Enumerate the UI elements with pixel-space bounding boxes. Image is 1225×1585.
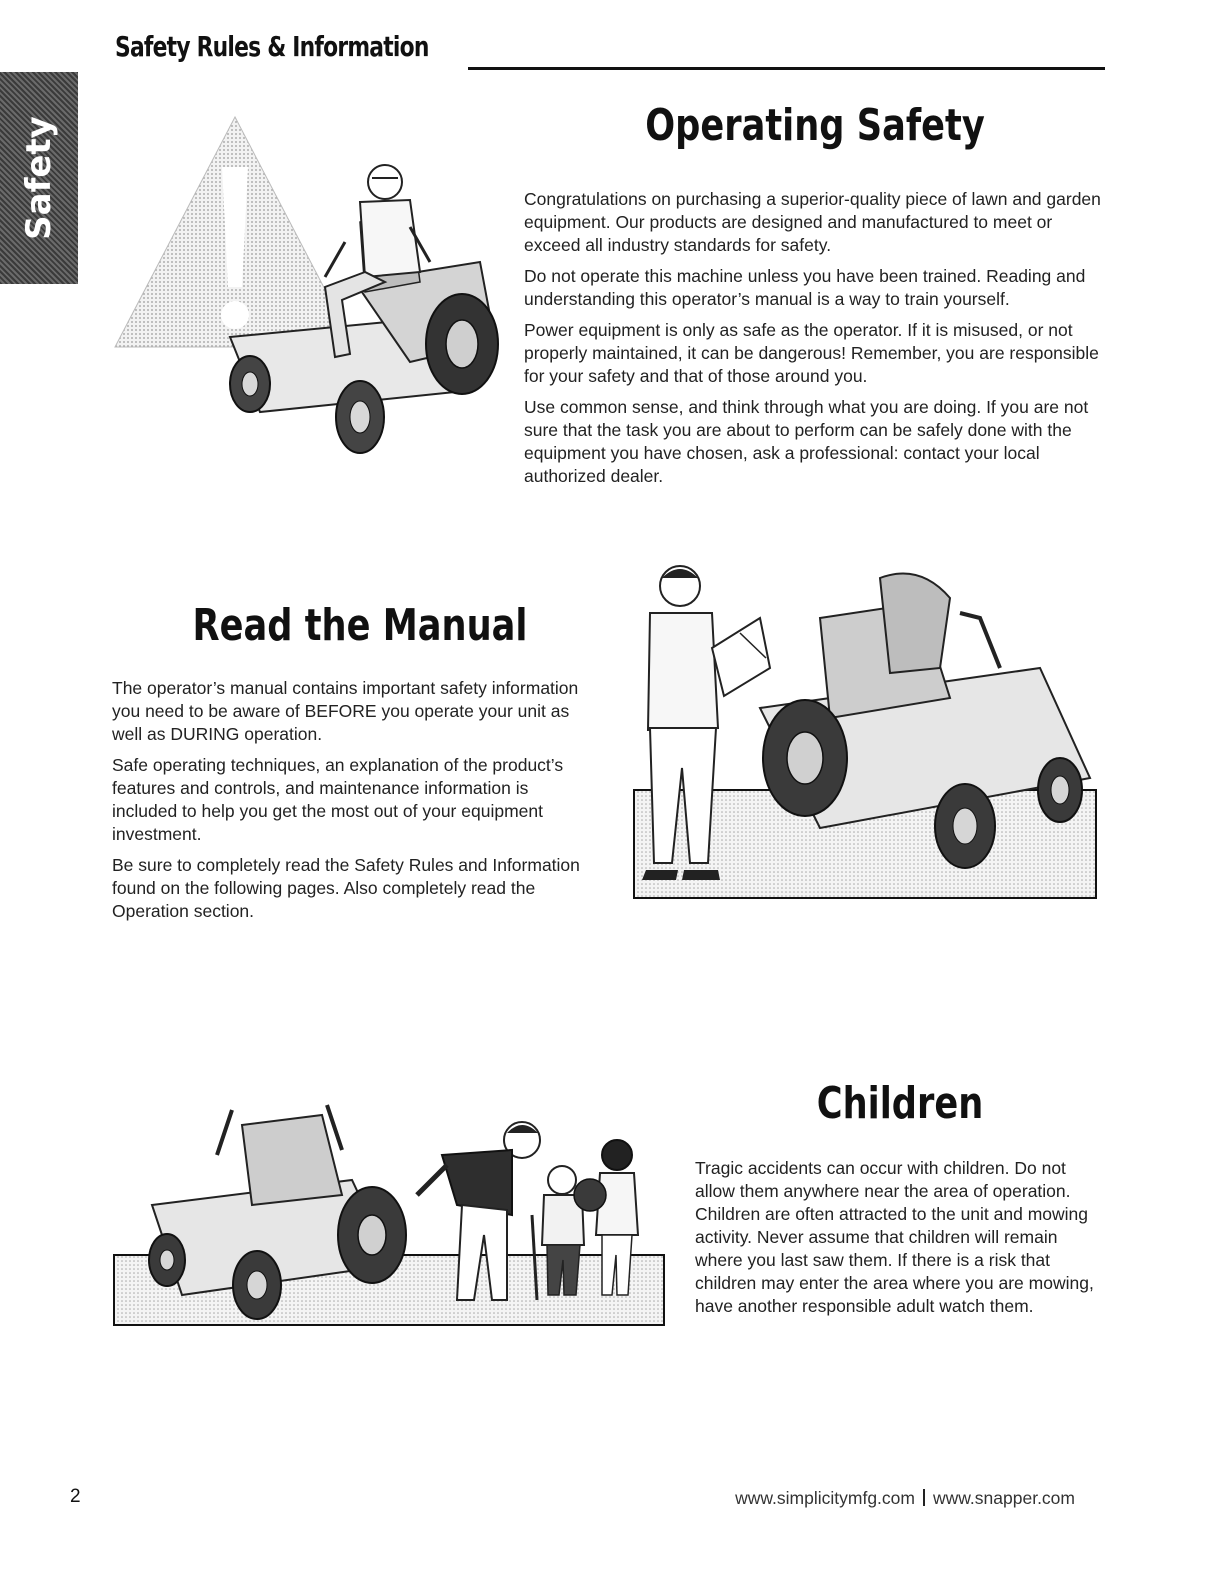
children-paragraph-1: Tragic accidents can occur with children. Do not allow them anywhere near the area of operation. Children are often attracted to the unit and mowing activity. Never assume that children will remain where you last saw them. If there is a risk that children may enter the area where you are mowing, have another responsible adult watch them. (695, 1158, 1094, 1316)
footer-separator (923, 1489, 925, 1506)
operating-safety-paragraph-4: Use common sense, and think through what you are doing. If you are not sure that the task you are about to perform can be safely done with the equipment you have chosen, ask a professional: contact your local authorized dealer. (524, 397, 1089, 486)
page-header-title: Safety Rules & Information (115, 30, 429, 63)
adult-with-children-illustration (112, 1095, 667, 1330)
footer-url-simplicity[interactable]: www.simplicitymfg.com (735, 1488, 915, 1508)
warning-triangle-mower-illustration (110, 112, 510, 462)
side-section-tab (0, 72, 78, 284)
operating-safety-heading: Operating Safety (645, 100, 985, 151)
side-tab-label: Safety (19, 116, 59, 240)
footer-urls (735, 1488, 1075, 1509)
children-heading: Children (816, 1078, 984, 1129)
children-text (695, 1157, 1095, 1326)
read-manual-heading: Read the Manual (192, 600, 528, 651)
operating-safety-paragraph-2: Do not operate this machine unless you have been trained. Reading and understanding this operator’s manual is a way to train yourself. (524, 266, 1086, 309)
operating-safety-paragraph-3: Power equipment is only as safe as the operator. If it is misused, or not properly maintained, it can be dangerous! Remember, you are responsible for your safety and that of those around you. (524, 320, 1099, 386)
operating-safety-paragraph-1: Congratulations on purchasing a superior-quality piece of lawn and garden equipment. Our products are designed and manufactured to meet or exceed all industry standards for safety. (524, 189, 1101, 255)
person-reading-manual-illustration (620, 558, 1105, 903)
read-manual-text (112, 677, 587, 931)
operating-safety-text (524, 188, 1104, 496)
page-number: 2 (70, 1486, 81, 1507)
read-manual-paragraph-3: Be sure to completely read the Safety Rules and Information found on the following pages. Also completely read the Operation section. (112, 855, 580, 921)
read-manual-paragraph-1: The operator’s manual contains important safety information you need to be aware of BEFORE you operate your unit as well as DURING operation. (112, 678, 579, 744)
footer-url-snapper[interactable]: www.snapper.com (932, 1488, 1075, 1508)
read-manual-paragraph-2: Safe operating techniques, an explanation of the product’s features and controls, and maintenance information is included to help you get the most out of your equipment investment. (112, 755, 564, 844)
header-rule (468, 67, 1105, 70)
